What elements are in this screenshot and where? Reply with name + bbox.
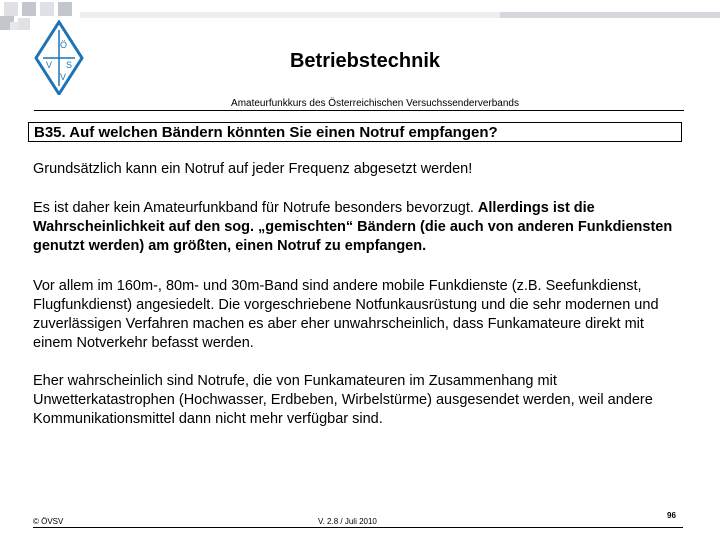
logo-letter-4: V: [60, 72, 67, 82]
paragraph-4: Eher wahrscheinlich sind Notrufe, die von Funkamateuren im Zusammenhang mit Unwetterkatastrophen (Hochwasser, Erdbeben, Wirbelstürme) ausgesendet werden, weil andere Kommunikationsmittel dann nicht mehr verfügbar sind.: [33, 373, 653, 427]
paragraph-2-normal: Es ist daher kein Amateurfunkband für Notrufe besonders bevorzugt.: [33, 200, 478, 216]
decorative-squares: [0, 0, 720, 40]
paragraph-2: [33, 199, 673, 256]
logo-letter-3: S: [66, 60, 73, 70]
title-divider: [34, 110, 684, 111]
paragraph-2-bold: Allerdings ist die Wahrscheinlichkeit auf den sog. „gemischten“ Bändern (die auch von anderen Funkdiensten genutzt werden) am größten, einen Notruf zu empfangen.: [33, 200, 673, 254]
slide-title: Betriebstechnik: [289, 50, 441, 72]
footer-copyright: © ÖVSV: [33, 517, 64, 526]
ovsv-logo: [34, 20, 84, 95]
question-heading: B35. Auf welchen Bändern könnten Sie einen Notruf empfangen?: [28, 122, 682, 142]
footer-version: V. 2.8 / Juli 2010: [318, 517, 377, 526]
paragraph-1: Grundsätzlich kann ein Notruf auf jeder Frequenz abgesetzt werden!: [33, 161, 473, 177]
logo-letter-2: V: [46, 60, 53, 70]
paragraph-3: Vor allem im 160m-, 80m- und 30m-Band sind andere mobile Funkdienste (z.B. Seefunkdienst, Flugfunkdienst) angesiedelt. Die vorgeschriebene Notfunkausrüstung und die sehr modernen und zuverlässigen Verfahren machen es aber eher unwahrscheinlich, dass Funkamateure direkt mit einem Notverkehr befasst werden.: [33, 278, 659, 351]
slide-subtitle: Amateurfunkkurs des Österreichischen Versuchssenderverbands: [231, 98, 519, 109]
page-number: 96: [667, 511, 676, 520]
logo-letter-1: Ö: [60, 40, 68, 50]
footer-divider: [33, 527, 683, 528]
